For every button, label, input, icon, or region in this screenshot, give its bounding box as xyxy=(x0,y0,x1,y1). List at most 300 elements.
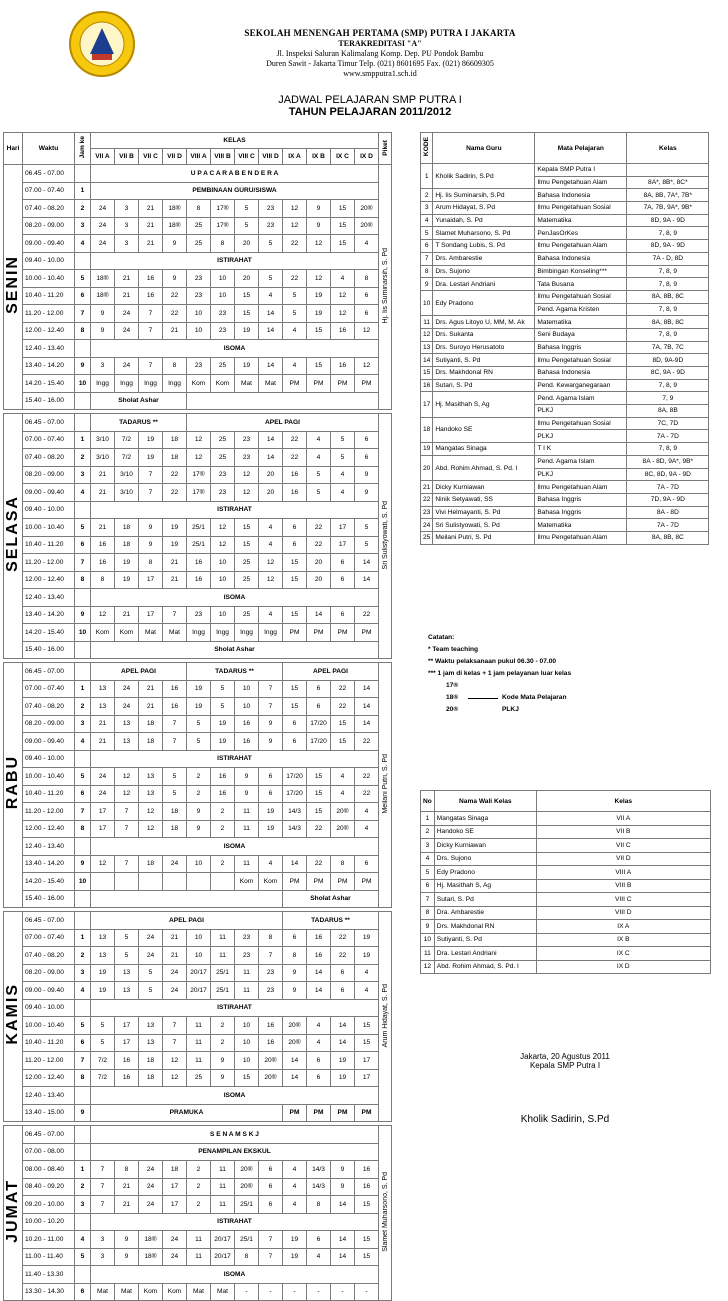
activity-band: S E N A M S K J xyxy=(91,1126,379,1144)
subject-code: 7 xyxy=(115,820,139,838)
subject-code: 11 xyxy=(211,1196,235,1214)
teacher-code: 10 xyxy=(421,290,433,315)
subject-code: 7/2 xyxy=(115,449,139,467)
subject-code: 13 xyxy=(139,1034,163,1052)
subject-code: 4 xyxy=(355,803,379,821)
schedule-row xyxy=(4,606,392,624)
period-number xyxy=(75,414,91,432)
teacher-classes: 8A*, 8B*, 8C* xyxy=(627,176,709,189)
subject-code: 23 xyxy=(235,929,259,947)
period-number xyxy=(75,1087,91,1105)
subject-code: 25 xyxy=(187,1069,211,1087)
subject-code: 2 xyxy=(211,820,235,838)
subject-code: 10 xyxy=(211,287,235,305)
subject-code: 24 xyxy=(115,698,139,716)
teacher-code: 11 xyxy=(421,316,433,329)
subject-code: 5 xyxy=(115,929,139,947)
subject-code: 6 xyxy=(331,964,355,982)
period-number: 1 xyxy=(75,680,91,698)
subject-code: 4 xyxy=(331,466,355,484)
teacher-subject: Pend. Kewarganegaraan xyxy=(535,379,627,392)
subject-code: 18 xyxy=(139,715,163,733)
subject-code: 19 xyxy=(115,554,139,572)
activity-band: APEL PAGI xyxy=(91,663,187,681)
subject-code: 5 xyxy=(187,715,211,733)
subject-code: 24 xyxy=(91,785,115,803)
subject-code: 16 xyxy=(235,715,259,733)
period-number: 6 xyxy=(75,785,91,803)
subject-code: 17 xyxy=(115,1017,139,1035)
period-number xyxy=(75,999,91,1017)
subject-code: 19 xyxy=(331,1069,355,1087)
time-cell: 12.40 - 13.40 xyxy=(23,340,75,358)
subject-code: 11 xyxy=(187,1034,211,1052)
subject-code: 23 xyxy=(211,305,235,323)
time-cell: 08.20 - 09.00 xyxy=(23,466,75,484)
period-number: 3 xyxy=(75,217,91,235)
subject-code: 19 xyxy=(283,1248,307,1266)
subject-code: 21 xyxy=(91,466,115,484)
subject-code: Kom xyxy=(211,375,235,393)
period-number xyxy=(75,890,91,908)
homeroom-class: VIII C xyxy=(536,893,710,907)
subject-code: 20 xyxy=(259,484,283,502)
subject-code: 19 xyxy=(211,715,235,733)
subject-code: 14 xyxy=(259,449,283,467)
period-number: 7 xyxy=(75,554,91,572)
piket-cell xyxy=(379,1126,392,1301)
subject-code: 5 xyxy=(91,1017,115,1035)
subject-code: 21 xyxy=(91,715,115,733)
subject-code: 12 xyxy=(91,606,115,624)
teacher-classes: 8C, 8D, 9A - 9D xyxy=(627,468,709,481)
piket-cell xyxy=(379,912,392,1122)
teacher-subject: Ilmu Pengetahuan Alam xyxy=(535,531,627,544)
homeroom-teacher: Dicky Kurniawan xyxy=(434,839,536,853)
subject-code: 7/2 xyxy=(91,1052,115,1070)
teacher-name: T Sondang Lubis, S. Pd xyxy=(433,240,535,253)
teacher-row xyxy=(421,519,709,532)
col-wali-kelas: Kelas xyxy=(536,791,710,812)
homeroom-no: 1 xyxy=(421,812,435,826)
subject-code: 7 xyxy=(163,606,187,624)
schedule-row xyxy=(4,982,392,1000)
subject-code: 14 xyxy=(307,606,331,624)
period-number: 10 xyxy=(75,624,91,642)
subject-code: 9 xyxy=(115,1231,139,1249)
subject-code: 17® xyxy=(211,200,235,218)
subject-code: 4 xyxy=(307,431,331,449)
homeroom-teacher: Drs. Sujono xyxy=(434,852,536,866)
code-bracket xyxy=(468,698,498,699)
subject-code: 15 xyxy=(235,536,259,554)
signature-block xyxy=(450,1052,680,1125)
subject-code: 13 xyxy=(115,982,139,1000)
subject-code: 15 xyxy=(307,768,331,786)
subject-code: 16 xyxy=(307,947,331,965)
subject-code: 11 xyxy=(235,803,259,821)
col-kode: KODE xyxy=(423,137,431,157)
subject-code: 15 xyxy=(355,1248,379,1266)
subject-code: 6 xyxy=(283,536,307,554)
teacher-name: Drs. Ambarestie xyxy=(433,252,535,265)
activity-band: PEMBINAAN GURU/SISWA xyxy=(91,182,379,200)
schedule-row xyxy=(4,624,392,642)
subject-code xyxy=(211,873,235,891)
subject-code: 7 xyxy=(91,1196,115,1214)
time-cell: 10.40 - 11.20 xyxy=(23,785,75,803)
subject-code: 21 xyxy=(163,322,187,340)
homeroom-row xyxy=(421,839,711,853)
teacher-name: Handoko SE xyxy=(433,417,535,442)
sign-name: Kholik Sadirin, S.Pd xyxy=(520,1114,610,1125)
subject-code: 17/20 xyxy=(307,733,331,751)
subject-code: Ingg xyxy=(235,624,259,642)
time-cell: 12.00 - 12.40 xyxy=(23,1069,75,1087)
subject-code: 9 xyxy=(355,466,379,484)
subject-code: - xyxy=(283,1283,307,1301)
homeroom-teacher: Mangatas Sinaga xyxy=(434,812,536,826)
time-cell: 12.40 - 13.40 xyxy=(23,589,75,607)
subject-code: 20® xyxy=(331,803,355,821)
teacher-subject: Ilmu Pengetahuan Sosial xyxy=(535,417,627,430)
day-name: JUMAT xyxy=(4,1178,21,1243)
time-cell: 13.40 - 14.20 xyxy=(23,606,75,624)
period-number: 5 xyxy=(75,270,91,288)
subject-code: 17 xyxy=(355,1052,379,1070)
teacher-classes: 8D, 9A-9D xyxy=(627,354,709,367)
subject-code: Ingg xyxy=(91,375,115,393)
subject-code: 5 xyxy=(331,449,355,467)
subject-code: 21 xyxy=(139,235,163,253)
period-number: 1 xyxy=(75,431,91,449)
class-header: IX A xyxy=(283,149,307,165)
teacher-classes: 7, 8, 9 xyxy=(627,443,709,456)
subject-code: 20 xyxy=(235,235,259,253)
teacher-classes: 7, 8, 9 xyxy=(627,278,709,291)
time-cell: 09.40 - 10.00 xyxy=(23,999,75,1017)
homeroom-no: 11 xyxy=(421,947,435,961)
subject-code: 12 xyxy=(115,768,139,786)
subject-code: 24 xyxy=(115,322,139,340)
website: www.smpputra1.sch.id xyxy=(343,69,417,78)
subject-code: 17/20 xyxy=(283,768,307,786)
subject-code: 10 xyxy=(235,1017,259,1035)
subject-code: Kom xyxy=(91,624,115,642)
subject-code: 24 xyxy=(139,947,163,965)
subject-code: 14 xyxy=(355,571,379,589)
teacher-row xyxy=(421,417,709,430)
subject-code: 25 xyxy=(235,554,259,572)
subject-code: PM xyxy=(307,375,331,393)
subject-code: 13 xyxy=(139,1017,163,1035)
subject-code: 21 xyxy=(163,929,187,947)
subject-code: PM xyxy=(355,624,379,642)
subject-code: 21 xyxy=(139,200,163,218)
subject-code: Ingg xyxy=(163,375,187,393)
subject-code: 12 xyxy=(307,270,331,288)
subject-code: 22 xyxy=(331,947,355,965)
teacher-name: Drs. Makhdonal RN xyxy=(433,367,535,380)
period-number: 8 xyxy=(75,571,91,589)
subject-code: 10 xyxy=(187,322,211,340)
subject-code: 15 xyxy=(235,519,259,537)
subject-code: 21 xyxy=(91,733,115,751)
col-wali-no: No xyxy=(421,791,435,812)
subject-code: 22 xyxy=(355,768,379,786)
subject-code: 16 xyxy=(259,1034,283,1052)
period-number: 9 xyxy=(75,606,91,624)
period-number: 6 xyxy=(75,287,91,305)
subject-code: 19 xyxy=(331,1052,355,1070)
teacher-classes: 8A, 8B, 8C xyxy=(627,531,709,544)
subject-code: 16 xyxy=(187,554,211,572)
subject-code: 18® xyxy=(163,200,187,218)
teacher-name: Sutiyanti, S. Pd xyxy=(433,354,535,367)
note-1: * Team teaching xyxy=(428,646,479,653)
subject-code: 6 xyxy=(283,733,307,751)
schedule-row xyxy=(4,855,392,873)
subject-code: 17 xyxy=(355,1069,379,1087)
teacher-name: Dra. Lestari Andriani xyxy=(433,278,535,291)
period-number: 5 xyxy=(75,768,91,786)
subject-code: 14 xyxy=(307,964,331,982)
subject-code: 12 xyxy=(235,484,259,502)
teacher-code: 12 xyxy=(421,328,433,341)
note-3: *** 1 jam di kelas + 1 jam pelayanan luar kelas xyxy=(428,670,572,677)
period-number: 2 xyxy=(75,1178,91,1196)
subject-code: 16 xyxy=(139,287,163,305)
period-number: 5 xyxy=(75,519,91,537)
teacher-name: Sri Sulistyowati, S. Pd xyxy=(433,519,535,532)
subject-code: 13 xyxy=(115,964,139,982)
subject-code: 17 xyxy=(91,803,115,821)
subject-code: 9 xyxy=(115,1248,139,1266)
teacher-row xyxy=(421,278,709,291)
subject-code: 19 xyxy=(163,536,187,554)
teacher-classes: 7, 8, 9 xyxy=(627,328,709,341)
subject-code: 24 xyxy=(91,200,115,218)
period-number: 3 xyxy=(75,1196,91,1214)
period-number: 5 xyxy=(75,1017,91,1035)
schedule-row xyxy=(4,964,392,982)
time-cell: 11.20 - 12.00 xyxy=(23,803,75,821)
subject-code: 18 xyxy=(163,820,187,838)
subject-code: 18 xyxy=(163,803,187,821)
schedule-row xyxy=(4,536,392,554)
subject-code: 4 xyxy=(307,1034,331,1052)
subject-code: 24 xyxy=(115,680,139,698)
subject-code: Kom xyxy=(235,873,259,891)
homeroom-no: 3 xyxy=(421,839,435,853)
period-number: 6 xyxy=(75,1034,91,1052)
subject-code: 14 xyxy=(259,357,283,375)
teacher-classes: 7A, 7B, 9A*, 9B* xyxy=(627,202,709,215)
subject-code: 6 xyxy=(355,855,379,873)
schedule-row xyxy=(4,165,392,183)
period-number: 9 xyxy=(75,855,91,873)
subject-code: 12 xyxy=(235,466,259,484)
day-name: SELASA xyxy=(4,495,21,572)
homeroom-row xyxy=(421,879,711,893)
subject-code: 14/3 xyxy=(307,1178,331,1196)
subject-code: 25/1 xyxy=(187,536,211,554)
subject-code: 24 xyxy=(163,1231,187,1249)
subject-code: 11 xyxy=(211,1161,235,1179)
subject-code: 15 xyxy=(235,305,259,323)
time-cell: 07.40 - 08.20 xyxy=(23,947,75,965)
subject-code: 4 xyxy=(307,1248,331,1266)
subject-code: 23 xyxy=(235,449,259,467)
subject-code: 15 xyxy=(331,715,355,733)
time-cell: 10.00 - 10.40 xyxy=(23,519,75,537)
subject-code: 8 xyxy=(115,1161,139,1179)
teacher-code: 20 xyxy=(421,455,433,480)
activity-band: ISTIRAHAT xyxy=(91,750,379,768)
subject-code: 24 xyxy=(139,929,163,947)
subject-code: PM xyxy=(307,873,331,891)
period-number: 10 xyxy=(75,873,91,891)
subject-code: 12 xyxy=(163,1052,187,1070)
subject-code: 7 xyxy=(259,1248,283,1266)
teacher-name: Drs. Suroyo Herusatoto xyxy=(433,341,535,354)
schedule-row xyxy=(4,217,392,235)
schedule-row xyxy=(4,449,392,467)
subject-code: 21 xyxy=(139,680,163,698)
subject-code: 4 xyxy=(307,1017,331,1035)
subject-code: 17 xyxy=(139,571,163,589)
period-number: 6 xyxy=(75,536,91,554)
subject-code: 4 xyxy=(331,270,355,288)
teacher-code: 6 xyxy=(421,240,433,253)
teacher-row xyxy=(421,531,709,544)
subject-code: 10 xyxy=(187,305,211,323)
teacher-name: Abd. Rohim Ahmad, S. Pd. I xyxy=(433,455,535,480)
subject-code: 8 xyxy=(355,270,379,288)
piket-cell xyxy=(379,663,392,908)
subject-code: 8 xyxy=(307,1196,331,1214)
class-header: VII A xyxy=(91,149,115,165)
subject-code: 19 xyxy=(235,357,259,375)
subject-code: 23 xyxy=(211,322,235,340)
subject-code: 14 xyxy=(331,1034,355,1052)
subject-code: 2 xyxy=(187,785,211,803)
time-cell: 09.40 - 10.00 xyxy=(23,750,75,768)
subject-code: 13 xyxy=(115,733,139,751)
homeroom-class: IX C xyxy=(536,947,710,961)
subject-code: 20® xyxy=(259,1052,283,1070)
teacher-classes: 7, 8, 9 xyxy=(627,303,709,316)
teacher-name: Edy Pradono xyxy=(433,290,535,315)
subject-code: 19 xyxy=(91,982,115,1000)
subject-code: 12 xyxy=(307,235,331,253)
schedule-row xyxy=(4,501,392,519)
teacher-classes: 7C, 7D xyxy=(627,417,709,430)
time-cell: 12.40 - 13.40 xyxy=(23,1087,75,1105)
subject-code: 9 xyxy=(163,270,187,288)
schedule-row xyxy=(4,589,392,607)
subject-code: - xyxy=(259,1283,283,1301)
teacher-subject: Ilmu Pengetahuan Alam xyxy=(535,176,627,189)
subject-code: 15 xyxy=(331,200,355,218)
subject-code: 24 xyxy=(163,1248,187,1266)
schedule-row xyxy=(4,1213,392,1231)
teacher-subject: Ilmu Pengetahuan Sosial xyxy=(535,290,627,303)
period-number: 7 xyxy=(75,1052,91,1070)
homeroom-class: VIII B xyxy=(536,879,710,893)
teacher-name: Dicky Kurniawan xyxy=(433,481,535,494)
subject-code: 13 xyxy=(115,715,139,733)
subject-code: 23 xyxy=(187,357,211,375)
subject-code: 18 xyxy=(115,519,139,537)
homeroom-class: VIII D xyxy=(536,906,710,920)
subject-code: 2 xyxy=(187,1161,211,1179)
teacher-classes: 8A, 8B xyxy=(627,405,709,418)
schedule-row xyxy=(4,414,392,432)
class-header: VIII B xyxy=(211,149,235,165)
teacher-row xyxy=(421,354,709,367)
period-number xyxy=(75,750,91,768)
subject-code: 9 xyxy=(139,519,163,537)
schedule-row xyxy=(4,947,392,965)
subject-code: 16 xyxy=(91,554,115,572)
subject-code: 10 xyxy=(235,698,259,716)
teacher-subject: Bahasa Inggris xyxy=(535,341,627,354)
subject-code: 23 xyxy=(187,270,211,288)
subject-code: 22 xyxy=(283,270,307,288)
time-cell: 10.00 - 10.40 xyxy=(23,768,75,786)
period-number: 9 xyxy=(75,357,91,375)
subject-code: 22 xyxy=(331,929,355,947)
schedule-row xyxy=(4,1104,392,1122)
subject-code: 15 xyxy=(307,803,331,821)
subject-code: 9 xyxy=(331,1161,355,1179)
teacher-classes: 8A, 8B, 7A*, 7B* xyxy=(627,189,709,202)
schedule-row xyxy=(4,715,392,733)
teacher-subject: Bahasa Inggris xyxy=(535,493,627,506)
subject-code: 22 xyxy=(331,680,355,698)
subject-code: 17 xyxy=(139,606,163,624)
subject-code: 12 xyxy=(211,536,235,554)
homeroom-teacher: Handoko SE xyxy=(434,825,536,839)
subject-code: 7 xyxy=(139,357,163,375)
period-number xyxy=(75,912,91,930)
subject-code: 7 xyxy=(91,1161,115,1179)
subject-code: 24 xyxy=(163,855,187,873)
plkj-code-3: 20® xyxy=(446,706,459,713)
subject-code: 3 xyxy=(91,357,115,375)
subject-code: PM xyxy=(283,624,307,642)
subject-code: 5 xyxy=(331,431,355,449)
subject-code: 2 xyxy=(187,1196,211,1214)
teacher-subject: Matematika xyxy=(535,316,627,329)
teacher-code: 13 xyxy=(421,341,433,354)
period-number xyxy=(75,392,91,410)
subject-code: 19 xyxy=(187,698,211,716)
time-cell: 08.20 - 09.00 xyxy=(23,217,75,235)
subject-code: 12 xyxy=(139,820,163,838)
schedule-row xyxy=(4,484,392,502)
piket-teacher: Meilani Putri, S. Pd xyxy=(381,754,389,814)
subject-code: 15 xyxy=(307,357,331,375)
subject-code: 25/1 xyxy=(235,1196,259,1214)
subject-code: 14 xyxy=(331,1248,355,1266)
subject-code: 12 xyxy=(283,217,307,235)
schedule-row xyxy=(4,1161,392,1179)
period-number: 3 xyxy=(75,964,91,982)
subject-code: 5 xyxy=(163,785,187,803)
teacher-code: 14 xyxy=(421,354,433,367)
